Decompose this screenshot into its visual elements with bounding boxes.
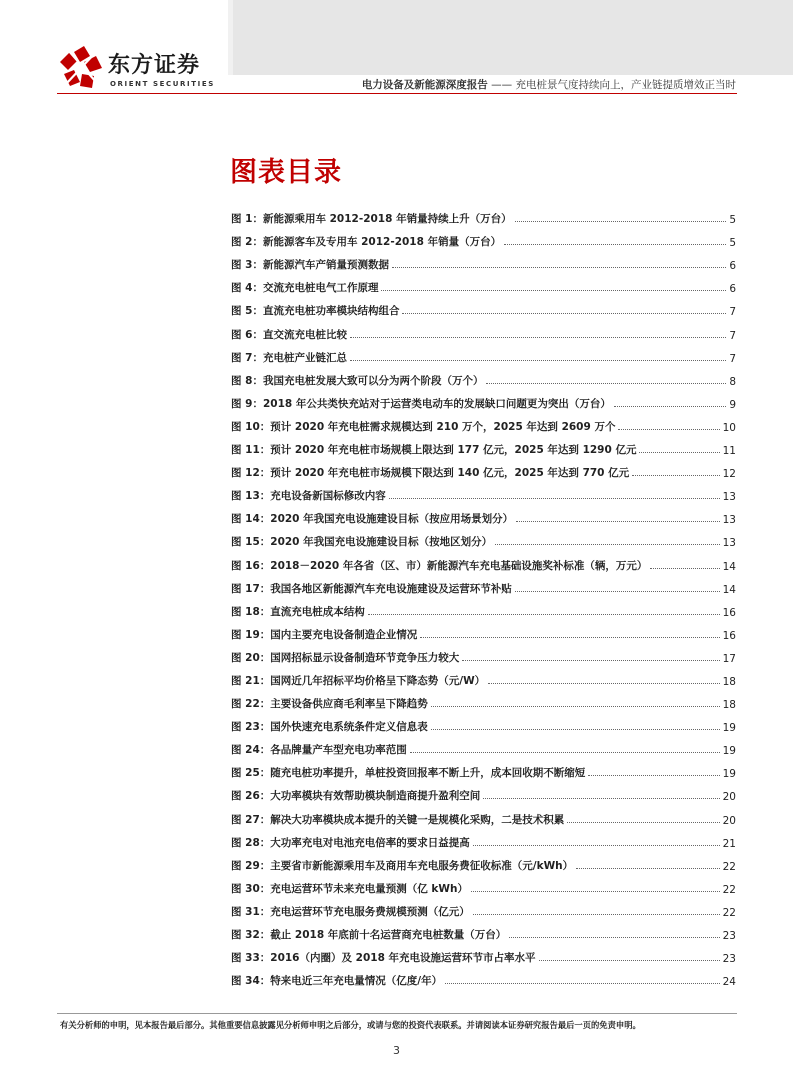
- toc-entry-label[interactable]: 图 9：2018 年公共类快充站对于运营类电动车的发展缺口问题更为突出（万台）: [231, 397, 611, 410]
- toc-leader-dots: [392, 267, 726, 268]
- toc-entry-label[interactable]: 图 16：2018－2020 年各省（区、市）新能源汽车充电基础设施奖补标准（辆，万元）: [231, 559, 648, 572]
- toc-entry-page[interactable]: 14: [722, 583, 736, 596]
- toc-leader-dots: [483, 798, 719, 799]
- toc-leader-dots: [410, 752, 720, 753]
- toc-entry[interactable]: [231, 365, 736, 388]
- toc-entry-page[interactable]: 23: [722, 953, 736, 966]
- toc-leader-dots: [495, 544, 719, 545]
- toc-entry-page[interactable]: 20: [722, 791, 736, 804]
- toc-entry-label[interactable]: 图 22：主要设备供应商毛利率呈下降趋势: [231, 698, 428, 711]
- toc-entry[interactable]: [231, 272, 736, 295]
- toc-leader-dots: [488, 683, 719, 684]
- toc-leader-dots: [473, 914, 720, 915]
- toc-leader-dots: [381, 290, 726, 291]
- report-title: 充电桩景气度持续向上，产业链提质增效正当时: [515, 79, 736, 91]
- toc-entry-label[interactable]: 图 2：新能源客车及专用车 2012-2018 年销量（万台）: [231, 236, 502, 249]
- toc-entry[interactable]: [231, 388, 736, 411]
- toc-entry-label[interactable]: 图 3：新能源汽车产销量预测数据: [231, 259, 389, 272]
- toc-entry-label[interactable]: 图 15：2020 年我国充电设施建设目标（按地区划分）: [231, 536, 493, 549]
- toc-entry[interactable]: [231, 342, 736, 365]
- toc-entry-label[interactable]: 图 1：新能源乘用车 2012-2018 年销量持续上升（万台）: [231, 213, 512, 226]
- toc-entry-page[interactable]: 16: [722, 606, 736, 619]
- toc-entry-page[interactable]: 10: [722, 421, 736, 434]
- toc-entry[interactable]: [231, 549, 736, 572]
- toc-leader-dots: [462, 660, 719, 661]
- toc-entry-label[interactable]: 图 24：各品牌量产车型充电功率范围: [231, 744, 407, 757]
- toc-entry-label[interactable]: 图 27：解决大功率模块成本提升的关键一是规模化采购，二是技术积累: [231, 813, 565, 826]
- toc-entry-page[interactable]: 18: [722, 675, 736, 688]
- toc-entry-label[interactable]: 图 17：我国各地区新能源汽车充电设施建设及运营环节补贴: [231, 582, 512, 595]
- page-title: 图表目录: [230, 157, 342, 188]
- toc-entry[interactable]: [231, 596, 736, 619]
- toc-entry[interactable]: [231, 827, 736, 850]
- toc-entry-page[interactable]: 11: [722, 445, 736, 458]
- logo-chinese-name: 东方证券: [108, 53, 201, 78]
- toc-entry-label[interactable]: 图 31：充电运营环节充电服务费规模预测（亿元）: [231, 905, 470, 918]
- toc-entry-page[interactable]: 13: [722, 537, 736, 550]
- toc-entry-page[interactable]: 16: [722, 629, 736, 642]
- toc-leader-dots: [639, 452, 719, 453]
- toc-entry-label[interactable]: 图 26：大功率模块有效帮助模块制造商提升盈利空间: [231, 790, 481, 803]
- toc-leader-dots: [509, 937, 719, 938]
- toc-leader-dots: [420, 637, 719, 638]
- toc-leader-dots: [402, 313, 726, 314]
- toc-entry[interactable]: [231, 503, 736, 526]
- toc-entry[interactable]: [231, 711, 736, 734]
- running-header: [362, 77, 736, 92]
- toc-leader-dots: [588, 775, 719, 776]
- toc-entry-label[interactable]: 图 28：大功率充电对电池充电倍率的要求日益提高: [231, 836, 470, 849]
- toc-leader-dots: [614, 406, 726, 407]
- toc-entry-page[interactable]: 6: [729, 260, 736, 273]
- toc-entry[interactable]: [231, 249, 736, 272]
- toc-entry[interactable]: [231, 526, 736, 549]
- toc-entry[interactable]: [231, 642, 736, 665]
- toc-entry-label[interactable]: 图 32：截止 2018 年底前十名运营商充电桩数量（万台）: [231, 929, 507, 941]
- toc-entry-page[interactable]: 7: [729, 329, 736, 342]
- toc-leader-dots: [431, 706, 720, 707]
- toc-entry-label[interactable]: 图 33：2016（内圈）及 2018 年充电设施运营环节市占率水平: [231, 952, 536, 965]
- report-type: 电力设备及新能源深度报告: [361, 79, 488, 91]
- toc-entry-label[interactable]: 图 30：充电运营环节未来充电量预测（亿 kWh）: [231, 882, 468, 895]
- toc-entry-page[interactable]: 9: [729, 398, 736, 411]
- toc-entry[interactable]: [231, 619, 736, 642]
- toc-leader-dots: [471, 891, 720, 892]
- toc-entry[interactable]: [231, 457, 736, 480]
- toc-entry-label[interactable]: 图 20：国网招标显示设备制造环节竞争压力较大: [231, 651, 460, 664]
- toc-entry-page[interactable]: 24: [722, 976, 736, 989]
- footer-rule: [57, 1013, 737, 1014]
- toc-entry-page[interactable]: 18: [722, 699, 736, 712]
- toc-entry-label[interactable]: 图 14：2020 年我国充电设施建设目标（按应用场景划分）: [231, 513, 514, 526]
- toc-entry-label[interactable]: 图 4：交流充电桩电气工作原理: [231, 282, 379, 295]
- toc-leader-dots: [632, 475, 719, 476]
- toc-entry-page[interactable]: 19: [722, 768, 736, 781]
- toc-entry-label[interactable]: 图 10：预计 2020 年充电桩需求规模达到 210 万个，2025 年达到 2609 万个: [231, 420, 616, 433]
- toc-entry[interactable]: [231, 226, 736, 249]
- footer-disclaimer: 有关分析师的申明，见本报告最后部分。其他重要信息披露见分析师申明之后部分，或请与您的投资代表联系。并请阅读本证券研究报告最后一页的免责申明。: [60, 1020, 641, 1030]
- toc-entry[interactable]: [231, 965, 736, 988]
- toc-entry-page[interactable]: 5: [729, 214, 736, 227]
- toc-entry[interactable]: [231, 896, 736, 919]
- toc-leader-dots: [618, 429, 719, 430]
- toc-leader-dots: [515, 221, 727, 222]
- toc-entry[interactable]: [231, 434, 736, 457]
- toc-entry[interactable]: [231, 665, 736, 688]
- toc-leader-dots: [368, 614, 720, 615]
- toc-entry-page[interactable]: 19: [722, 722, 736, 735]
- toc-entry-page[interactable]: 22: [722, 906, 736, 919]
- toc-leader-dots: [504, 244, 726, 245]
- toc-entry[interactable]: [231, 757, 736, 780]
- toc-entry[interactable]: [231, 942, 736, 965]
- toc-entry[interactable]: [231, 688, 736, 711]
- toc-entry-label[interactable]: 图 34：特来电近三年充电量情况（亿度/年）: [231, 975, 443, 988]
- toc-leader-dots: [650, 568, 719, 569]
- toc-entry-page[interactable]: 21: [722, 837, 736, 850]
- header-band: [233, 0, 793, 75]
- toc-entry-label[interactable]: 图 5：直流充电桩功率模块结构组合: [231, 305, 400, 318]
- toc-leader-dots: [445, 983, 720, 984]
- toc-entry-page[interactable]: 13: [722, 491, 736, 504]
- toc-entry[interactable]: [231, 411, 736, 434]
- toc-entry-label[interactable]: 图 12：预计 2020 年充电桩市场规模下限达到 140 亿元，2025 年达到 770 亿元: [231, 467, 630, 480]
- toc-entry-page[interactable]: 7: [729, 352, 736, 365]
- toc-entry[interactable]: [231, 295, 736, 318]
- toc-leader-dots: [486, 383, 726, 384]
- toc-entry[interactable]: [231, 780, 736, 803]
- toc-leader-dots: [473, 845, 720, 846]
- toc-entry-page[interactable]: 20: [722, 814, 736, 827]
- toc-leader-dots: [431, 729, 720, 730]
- toc-leader-dots: [567, 822, 719, 823]
- orient-securities-logo-icon: [56, 44, 106, 90]
- toc-entry-page[interactable]: 19: [722, 745, 736, 758]
- toc-entry[interactable]: [231, 480, 736, 503]
- toc-entry-page[interactable]: 8: [729, 375, 736, 388]
- toc-leader-dots: [576, 868, 719, 869]
- toc-entry-label[interactable]: 图 25：随充电桩功率提升，单桩投资回报率不断上升，成本回收期不断缩短: [231, 767, 586, 780]
- toc-entry[interactable]: [231, 203, 736, 226]
- page-number: 3: [393, 1044, 400, 1057]
- toc-entry[interactable]: [231, 803, 736, 826]
- toc-entry-page[interactable]: 6: [729, 283, 736, 296]
- toc-entry[interactable]: [231, 318, 736, 341]
- toc-leader-dots: [515, 591, 720, 592]
- toc-entry-label[interactable]: 图 29：主要省市新能源乘用车及商用车充电服务费征收标准（元/kWh）: [231, 859, 574, 872]
- toc-entry-page[interactable]: 22: [722, 883, 736, 896]
- toc-leader-dots: [350, 337, 726, 338]
- toc-entry-page[interactable]: 17: [722, 652, 736, 665]
- toc-entry-label[interactable]: 图 11：预计 2020 年充电桩市场规模上限达到 177 亿元，2025 年达到 1290 亿元: [231, 444, 637, 457]
- toc-entry-page[interactable]: 13: [722, 514, 736, 527]
- toc-entry-label[interactable]: 图 8：我国充电桩发展大致可以分为两个阶段（万个）: [231, 374, 484, 387]
- table-of-figures: [231, 203, 736, 988]
- header-rule: [57, 93, 737, 94]
- toc-entry-page[interactable]: 23: [722, 930, 736, 942]
- toc-entry-label[interactable]: 图 6：直交流充电桩比较: [231, 328, 347, 341]
- toc-entry-page[interactable]: 12: [722, 468, 736, 481]
- toc-entry-label[interactable]: 图 19：国内主要充电设备制造企业情况: [231, 628, 418, 641]
- toc-entry-page[interactable]: 5: [729, 237, 736, 250]
- toc-leader-dots: [516, 521, 719, 522]
- toc-entry-page[interactable]: 7: [729, 306, 736, 319]
- toc-entry-page[interactable]: 22: [722, 860, 736, 873]
- toc-entry-label[interactable]: 图 21：国网近几年招标平均价格呈下降态势（元/W）: [231, 674, 486, 687]
- logo-english-name: ORIENT SECURITIES: [110, 80, 215, 88]
- toc-entry[interactable]: [231, 850, 736, 873]
- toc-entry-page[interactable]: 14: [722, 560, 736, 573]
- toc-entry-label[interactable]: 图 23：国外快速充电系统条件定义信息表: [231, 721, 428, 734]
- toc-entry-label[interactable]: 图 7：充电桩产业链汇总: [231, 351, 347, 364]
- toc-entry-label[interactable]: 图 18：直流充电桩成本结构: [231, 605, 365, 618]
- toc-leader-dots: [539, 960, 720, 961]
- header-separator: ——: [487, 79, 516, 91]
- toc-leader-dots: [389, 498, 720, 499]
- toc-entry[interactable]: [231, 734, 736, 757]
- toc-entry[interactable]: [231, 919, 736, 942]
- toc-entry[interactable]: [231, 573, 736, 596]
- toc-entry-label[interactable]: 图 13：充电设备新国标修改内容: [231, 490, 386, 503]
- toc-entry[interactable]: [231, 873, 736, 896]
- toc-leader-dots: [350, 360, 726, 361]
